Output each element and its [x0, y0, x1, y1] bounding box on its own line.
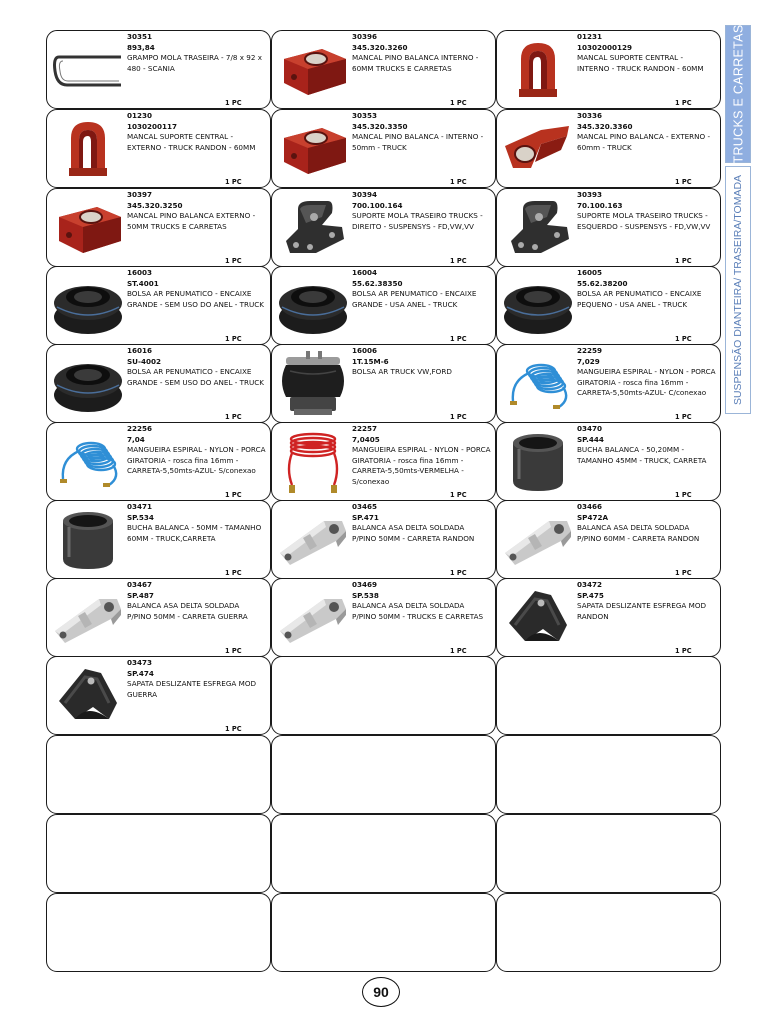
product-card	[271, 344, 496, 423]
product-reference: 70.100.163	[577, 200, 623, 210]
bushing-icon	[51, 507, 125, 573]
product-description: BUCHA BALANCA - 50,20MM - TAMANHO 45MM - TRUCK, CARRETA	[577, 445, 707, 465]
air-bag-icon	[276, 273, 350, 339]
product-info	[352, 502, 493, 544]
product-quantity: 1 PC	[450, 99, 467, 107]
product-quantity: 1 PC	[675, 413, 692, 421]
product-card	[496, 500, 721, 579]
product-description: MANCAL PINO BALANCA INTERNO - 60MM TRUCKS E CARRETAS	[352, 53, 479, 73]
product-card	[46, 656, 271, 735]
page-number: 90	[362, 977, 400, 1007]
product-card	[46, 344, 271, 423]
product-card	[271, 422, 496, 501]
section-tab-suspension	[725, 166, 751, 414]
product-card	[271, 188, 496, 267]
product-info	[352, 424, 493, 488]
product-info	[577, 502, 718, 544]
product-description: BOLSA AR PENUMATICO - ENCAIXE GRANDE - USA ANEL - TRUCK	[352, 289, 477, 309]
product-reference: SP.534	[127, 512, 154, 522]
product-code: 03471	[127, 502, 153, 511]
product-info	[577, 580, 718, 622]
product-description: BOLSA AR PENUMATICO - ENCAIXE GRANDE - SEM USO DO ANEL - TRUCK	[127, 367, 265, 387]
product-card	[496, 578, 721, 657]
product-code: 03473	[127, 658, 153, 667]
red-block-bearing-icon	[276, 37, 350, 103]
product-quantity: 1 PC	[450, 647, 467, 655]
equalizer-beam-icon	[276, 585, 350, 651]
product-card	[271, 266, 496, 345]
product-card	[46, 422, 271, 501]
product-quantity: 1 PC	[450, 178, 467, 186]
product-quantity: 1 PC	[675, 99, 692, 107]
product-reference: 55.62.38350	[352, 278, 403, 288]
product-quantity: 1 PC	[225, 569, 242, 577]
empty-product-card	[46, 814, 271, 893]
empty-product-card	[271, 656, 496, 735]
product-description: SAPATA DESLIZANTE ESFREGA MOD RANDON	[577, 601, 707, 621]
product-code: 16004	[352, 268, 378, 277]
product-quantity: 1 PC	[225, 413, 242, 421]
air-spring-icon	[276, 351, 350, 417]
product-code: 01231	[577, 32, 603, 41]
product-card	[46, 266, 271, 345]
product-card	[46, 109, 271, 188]
red-angled-bearing-icon	[501, 116, 575, 182]
product-code: 30396	[352, 32, 378, 41]
product-code: 03466	[577, 502, 603, 511]
product-code: 01230	[127, 111, 153, 120]
product-reference: 55.62.38200	[577, 278, 628, 288]
product-info	[127, 268, 268, 310]
product-card	[46, 500, 271, 579]
product-description: BOLSA AR PENUMATICO - ENCAIXE GRANDE - SEM USO DO ANEL - TRUCK	[127, 289, 265, 309]
product-code: 22256	[127, 424, 153, 433]
blue-coil-hose-icon	[51, 429, 125, 495]
empty-product-card	[496, 893, 721, 972]
empty-product-card	[496, 814, 721, 893]
product-info	[352, 346, 493, 378]
product-reference: ST.4001	[127, 278, 159, 288]
product-code: 22257	[352, 424, 378, 433]
product-info	[127, 32, 268, 74]
empty-product-card	[271, 814, 496, 893]
equalizer-beam-icon	[276, 507, 350, 573]
product-code: 30351	[127, 32, 153, 41]
product-quantity: 1 PC	[225, 257, 242, 265]
product-description: MANGUEIRA ESPIRAL - NYLON - PORCA GIRATORIA - rosca fina 16mm - CARRETA-5,50mts-AZUL- S/conexao	[127, 445, 266, 476]
empty-product-card	[46, 735, 271, 814]
product-reference: 10302000129	[577, 42, 633, 52]
product-description: MANCAL PINO BALANCA - INTERNO - 50mm - TRUCK	[352, 132, 484, 152]
product-description: BOLSA AR TRUCK VW,FORD	[352, 367, 452, 377]
product-reference: SP.474	[127, 668, 154, 678]
product-code: 16006	[352, 346, 378, 355]
product-info	[577, 190, 718, 232]
air-bag-icon	[51, 273, 125, 339]
product-info	[127, 580, 268, 622]
product-quantity: 1 PC	[450, 569, 467, 577]
product-quantity: 1 PC	[225, 178, 242, 186]
product-reference: SP.471	[352, 512, 379, 522]
product-card	[496, 109, 721, 188]
product-quantity: 1 PC	[675, 335, 692, 343]
product-quantity: 1 PC	[675, 178, 692, 186]
product-code: 03465	[352, 502, 378, 511]
product-card	[496, 344, 721, 423]
product-reference: SP.475	[577, 590, 604, 600]
product-reference: 345.320.3350	[352, 121, 408, 131]
red-clamp-icon	[51, 116, 125, 182]
section-tab-trucks	[725, 25, 751, 163]
product-reference: SP.487	[127, 590, 154, 600]
red-block-bearing-icon	[51, 195, 125, 261]
product-code: 30397	[127, 190, 153, 199]
product-quantity: 1 PC	[450, 335, 467, 343]
product-description: BUCHA BALANCA - 50MM - TAMANHO 60MM - TRUCK,CARRETA	[127, 523, 262, 543]
red-block-bearing-icon	[276, 116, 350, 182]
product-reference: 345.320.3250	[127, 200, 183, 210]
product-reference: SU-4002	[127, 356, 162, 366]
product-card	[271, 109, 496, 188]
product-description: GRAMPO MOLA TRASEIRA - 7/8 x 92 x 480 - SCANIA	[127, 53, 262, 73]
product-info	[127, 190, 268, 232]
product-info	[577, 111, 718, 153]
slipper-pad-icon	[51, 663, 125, 729]
product-code: 16016	[127, 346, 153, 355]
product-description: MANCAL SUPORTE CENTRAL - EXTERNO - TRUCK RANDON - 60MM	[127, 132, 256, 152]
product-card	[271, 578, 496, 657]
product-reference: 345.320.3360	[577, 121, 633, 131]
product-reference: 1T.15M-6	[352, 356, 389, 366]
product-description: BALANCA ASA DELTA SOLDADA P/PINO 50MM - CARRETA GUERRA	[127, 601, 248, 621]
product-code: 30353	[352, 111, 378, 120]
product-quantity: 1 PC	[675, 569, 692, 577]
bushing-icon	[501, 429, 575, 495]
u-bolt-icon	[51, 37, 125, 103]
product-card	[271, 500, 496, 579]
empty-product-card	[271, 893, 496, 972]
product-code: 16003	[127, 268, 153, 277]
product-info	[577, 32, 718, 74]
product-reference: 893,84	[127, 42, 155, 52]
product-info	[352, 190, 493, 232]
product-description: BALANCA ASA DELTA SOLDADA P/PINO 60MM - CARRETA RANDON	[577, 523, 700, 543]
product-code: 30394	[352, 190, 378, 199]
product-quantity: 1 PC	[225, 99, 242, 107]
product-reference: SP.444	[577, 434, 604, 444]
product-info	[577, 268, 718, 310]
slipper-pad-icon	[501, 585, 575, 651]
product-info	[127, 424, 268, 477]
product-grid	[46, 30, 722, 972]
product-info	[352, 111, 493, 153]
product-card	[46, 188, 271, 267]
product-reference: 7,029	[577, 356, 600, 366]
product-info	[577, 346, 718, 399]
product-code: 30393	[577, 190, 603, 199]
product-code: 30336	[577, 111, 603, 120]
product-description: MANCAL PINO BALANCA - EXTERNO - 60mm - TRUCK	[577, 132, 711, 152]
product-quantity: 1 PC	[225, 725, 242, 733]
empty-product-card	[46, 893, 271, 972]
blue-coil-hose-icon	[501, 351, 575, 417]
spring-bracket-icon	[501, 195, 575, 261]
spring-bracket-icon	[276, 195, 350, 261]
product-reference: 700.100.164	[352, 200, 403, 210]
empty-product-card	[496, 735, 721, 814]
section-tab-trucks-label: TRUCKS E CARRETAS	[731, 24, 746, 164]
product-reference: SP.538	[352, 590, 379, 600]
product-code: 03469	[352, 580, 378, 589]
product-description: MANCAL SUPORTE CENTRAL - INTERNO - TRUCK RANDON - 60MM	[577, 53, 704, 73]
product-info	[127, 346, 268, 388]
product-code: 16005	[577, 268, 603, 277]
product-description: MANGUEIRA ESPIRAL - NYLON - PORCA GIRATORIA - rosca fina 16mm - CARRETA-5,50mts-AZUL- C/conexao	[577, 367, 716, 398]
product-card	[46, 578, 271, 657]
product-code: 03467	[127, 580, 153, 589]
product-info	[127, 658, 268, 700]
product-card	[496, 422, 721, 501]
product-description: MANGUEIRA ESPIRAL - NYLON - PORCA GIRATORIA - rosca fina 16mm - CARRETA-5,50mts-VERMELHA - S/conexao	[352, 445, 491, 486]
product-code: 03470	[577, 424, 603, 433]
product-info	[127, 111, 268, 153]
product-card	[496, 266, 721, 345]
red-clamp-icon	[501, 37, 575, 103]
air-bag-icon	[51, 351, 125, 417]
product-reference: 7,04	[127, 434, 145, 444]
product-quantity: 1 PC	[450, 491, 467, 499]
product-quantity: 1 PC	[225, 647, 242, 655]
air-bag-icon	[501, 273, 575, 339]
product-info	[352, 32, 493, 74]
product-quantity: 1 PC	[675, 491, 692, 499]
product-reference: 345.320.3260	[352, 42, 408, 52]
empty-product-card	[271, 735, 496, 814]
product-quantity: 1 PC	[675, 257, 692, 265]
product-description: SUPORTE MOLA TRASEIRO TRUCKS - ESQUERDO - SUSPENSYS - FD,VW,VV	[577, 211, 711, 231]
product-info	[352, 268, 493, 310]
product-card	[271, 30, 496, 109]
product-reference: SP472A	[577, 512, 609, 522]
product-quantity: 1 PC	[225, 335, 242, 343]
product-quantity: 1 PC	[225, 491, 242, 499]
product-description: BALANCA ASA DELTA SOLDADA P/PINO 50MM - TRUCKS E CARRETAS	[352, 601, 484, 621]
product-card	[496, 30, 721, 109]
product-reference: 7,0405	[352, 434, 380, 444]
product-quantity: 1 PC	[450, 257, 467, 265]
empty-product-card	[496, 656, 721, 735]
product-description: BOLSA AR PENUMATICO - ENCAIXE PEQUENO - USA ANEL - TRUCK	[577, 289, 702, 309]
red-coil-hose-icon	[276, 429, 350, 495]
product-quantity: 1 PC	[675, 647, 692, 655]
product-card	[496, 188, 721, 267]
product-description: SAPATA DESLIZANTE ESFREGA MOD GUERRA	[127, 679, 257, 699]
product-description: SUPORTE MOLA TRASEIRO TRUCKS - DIREITO - SUSPENSYS - FD,VW,VV	[352, 211, 483, 231]
product-description: BALANCA ASA DELTA SOLDADA P/PINO 50MM - CARRETA RANDON	[352, 523, 475, 543]
product-card	[46, 30, 271, 109]
section-tab-suspension-label: SUSPENSÃO DIANTEIRA/ TRASEIRA/TOMADA	[732, 174, 745, 406]
product-info	[127, 502, 268, 544]
product-quantity: 1 PC	[450, 413, 467, 421]
equalizer-beam-icon	[51, 585, 125, 651]
product-reference: 1030200117	[127, 121, 178, 131]
product-code: 22259	[577, 346, 603, 355]
product-description: MANCAL PINO BALANCA EXTERNO - 50MM TRUCKS E CARRETAS	[127, 211, 256, 231]
equalizer-beam-icon	[501, 507, 575, 573]
product-info	[352, 580, 493, 622]
product-code: 03472	[577, 580, 603, 589]
product-info	[577, 424, 718, 466]
